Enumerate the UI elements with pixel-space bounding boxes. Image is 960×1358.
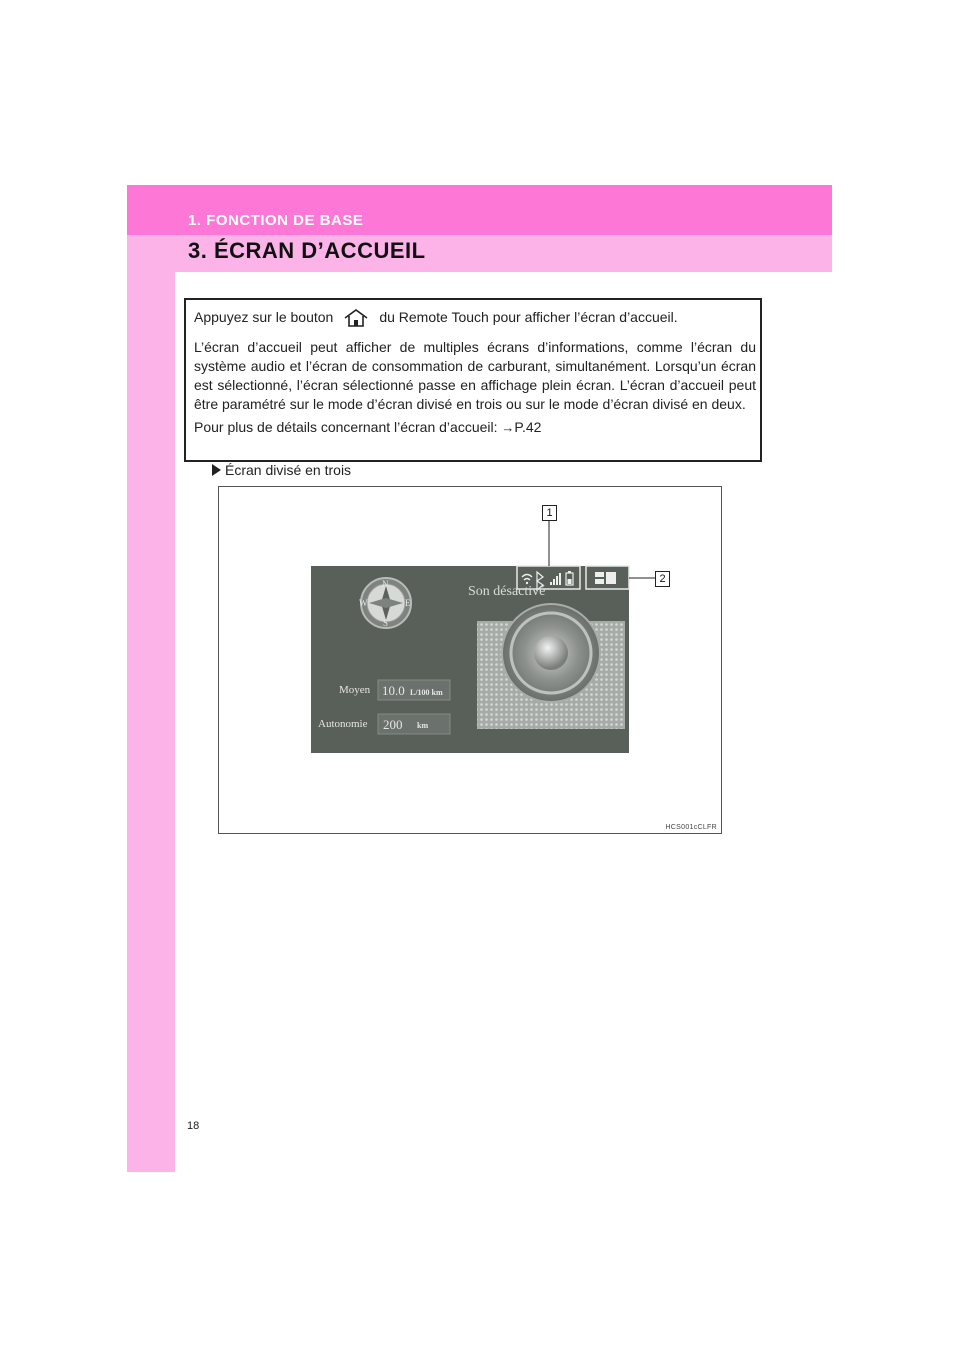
triangle-bullet-icon: [212, 464, 221, 476]
intro-ref-text: Pour plus de détails concernant l’écran d’accueil:: [194, 419, 498, 435]
ref-arrow-icon: →: [501, 420, 515, 435]
callout-2: 2: [655, 571, 670, 587]
side-band: [127, 185, 175, 1172]
compass-east: E: [405, 598, 411, 608]
audio-status[interactable]: Son désactivé: [468, 584, 546, 599]
page-ref-link[interactable]: P.42: [514, 419, 542, 435]
home-icon: [343, 309, 369, 332]
compass-north: N: [382, 579, 389, 589]
compass-west: W: [359, 598, 368, 608]
average-unit: L/100 km: [410, 688, 443, 697]
intro-paragraph-2: L’écran d’accueil peut afficher de multiples écrans d’informations, comme l’écran du système audio et l’écran de consommation de carburant, simultanément. Lorsqu’un écran est sélectionné, l’écran sélectionné passe en affichage plein écran. L’écran d’accueil peut être paramétré sur le mode d’écran divisé en trois ou sur le mode d’écran divisé en deux.: [194, 339, 756, 412]
figure-frame: [218, 486, 722, 834]
subsection-label: Écran divisé en trois: [225, 462, 352, 478]
intro-line-1-after: du Remote Touch pour afficher l’écran d’accueil.: [379, 309, 678, 325]
intro-paragraph-3: [194, 418, 756, 437]
intro-box: [184, 298, 762, 462]
intro-line-1-before: Appuyez sur le bouton: [194, 309, 334, 325]
subsection-heading: [212, 462, 351, 478]
average-value: 10.0: [382, 683, 405, 698]
average-label: Moyen: [339, 684, 371, 696]
page-title: 3. ÉCRAN D’ACCUEIL: [188, 238, 426, 263]
page-number: 18: [187, 1120, 200, 1132]
range-label: Autonomie: [318, 718, 368, 730]
figure-code: HCS001cCLFR: [665, 824, 717, 831]
callout-1: 1: [542, 505, 557, 521]
speaker-icon: [477, 604, 625, 729]
intro-line-1: [194, 308, 756, 332]
range-unit: km: [417, 721, 429, 730]
range-value: 200: [383, 717, 403, 732]
compass-south: S: [383, 618, 389, 628]
section-label: 1. FONCTION DE BASE: [188, 212, 364, 229]
home-screen-illustration: [219, 487, 721, 833]
